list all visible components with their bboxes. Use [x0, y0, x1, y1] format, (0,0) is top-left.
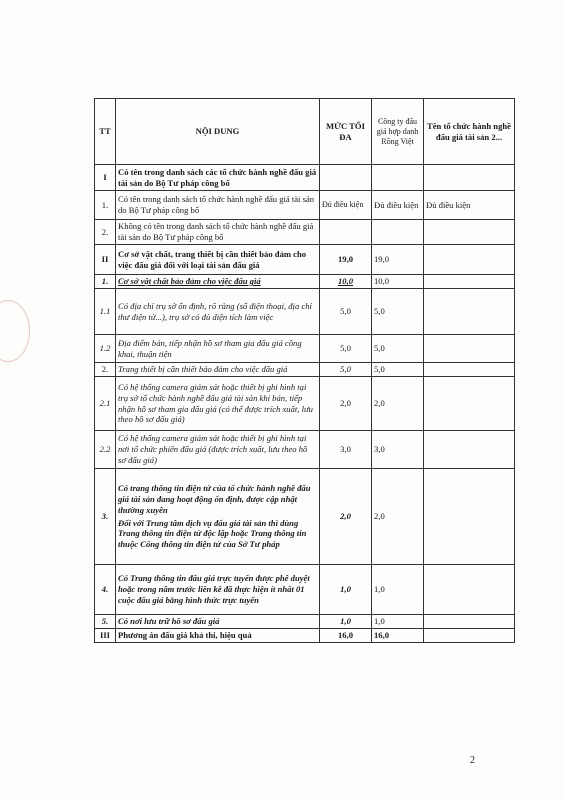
row-max: 5,0 [320, 363, 372, 377]
table-row [95, 275, 515, 289]
header-row [95, 99, 515, 165]
row-max: 5,0 [320, 335, 372, 363]
row-max: 1,0 [320, 615, 372, 629]
header-org2: Tên tổ chức hành nghề đấu giá tài sản 2... [424, 99, 515, 165]
row-tt: 5. [95, 615, 116, 629]
table-row [95, 191, 515, 220]
header-tt: TT [95, 99, 116, 165]
row-value-1 [372, 220, 424, 245]
row-content: Có địa chỉ trụ sở ổn định, rõ ràng (số điện thoại, địa chỉ thư điện tử...), trụ sở có đủ diện tích làm việc [116, 289, 320, 335]
row-content: Địa điểm bán, tiếp nhận hồ sơ tham gia đấu giá công khai, thuận tiện [116, 335, 320, 363]
row-content: Có tên trong danh sách tổ chức hành nghề đấu giá tài sản do Bộ Tư pháp công bố [116, 191, 320, 220]
table-row [95, 469, 515, 565]
header-content: NỘI DUNG [116, 99, 320, 165]
row-value-2 [424, 363, 515, 377]
row-content: Cơ sở vật chất bảo đảm cho việc đấu giá [116, 275, 320, 289]
row-content: Phương án đấu giá khả thi, hiệu quả [116, 629, 320, 643]
row-tt: 4. [95, 565, 116, 615]
row-tt: 1. [95, 191, 116, 220]
row-max: 16,0 [320, 629, 372, 643]
row-value-2 [424, 615, 515, 629]
row-value-1: 5,0 [372, 289, 424, 335]
row-content: Cơ sở vật chất, trang thiết bị cần thiết bảo đảm cho việc đấu giá đối với loại tài sản đấu giá [116, 245, 320, 275]
row-tt: 1.2 [95, 335, 116, 363]
stamp-mark [0, 300, 30, 362]
table-row [95, 245, 515, 275]
row-value-2 [424, 245, 515, 275]
row-max [320, 220, 372, 245]
row-value-1: 5,0 [372, 363, 424, 377]
row-value-2 [424, 565, 515, 615]
row-max: 10,0 [320, 275, 372, 289]
row-value-2 [424, 335, 515, 363]
row-tt: 2.2 [95, 431, 116, 469]
row-content: Trang thiết bị cần thiết bảo đảm cho việc đấu giá [116, 363, 320, 377]
row-tt: 3. [95, 469, 116, 565]
row-tt: III [95, 629, 116, 643]
row-max: 2,0 [320, 377, 372, 431]
row-content: Có nơi lưu trữ hồ sơ đấu giá [116, 615, 320, 629]
row-content-block [116, 469, 320, 565]
row-value-1: 16,0 [372, 629, 424, 643]
row-value-2: Đủ điều kiện [424, 191, 515, 220]
row-content: Có hệ thống camera giám sát hoặc thiết bị ghi hình tại nơi tổ chức phiên đấu giá (được trích xuất, lưu theo hồ sơ đấu giá) [116, 431, 320, 469]
row-max [320, 165, 372, 191]
table-row [95, 629, 515, 643]
table-row [95, 363, 515, 377]
row-value-2 [424, 165, 515, 191]
row-value-1: 5,0 [372, 335, 424, 363]
row-value-1: 1,0 [372, 565, 424, 615]
row-value-2 [424, 289, 515, 335]
header-company: Công ty đấu giá hợp danh Rồng Việt [372, 99, 424, 165]
row-value-2 [424, 275, 515, 289]
table-row [95, 431, 515, 469]
table-row [95, 289, 515, 335]
row-content: Có Trang thông tin đấu giá trực tuyến được phê duyệt hoặc trong năm trước liền kề đã thực hiện ít nhất 01 cuộc đấu giá bằng hình thức trực tuyến [116, 565, 320, 615]
row-tt: 2. [95, 363, 116, 377]
row-value-1: 2,0 [372, 377, 424, 431]
row-content: Có hệ thống camera giám sát hoặc thiết bị ghi hình tại trụ sở tổ chức hành nghề đấu giá tài sản khi bán, tiếp nhận hồ sơ tham gia đấu giá (có thể được trích xuất, lưu theo hồ sơ đấu giá) [116, 377, 320, 431]
row-max: 2,0 [320, 469, 372, 565]
row-value-1: 3,0 [372, 431, 424, 469]
row-value-2 [424, 377, 515, 431]
row-value-2 [424, 431, 515, 469]
table-row [95, 565, 515, 615]
row-max: 5,0 [320, 289, 372, 335]
table-row [95, 335, 515, 363]
row-tt: 1.1 [95, 289, 116, 335]
row-max: 3,0 [320, 431, 372, 469]
row-value-1: 2,0 [372, 469, 424, 565]
row-tt: II [95, 245, 116, 275]
row-content-note: Đối với Trung tâm dịch vụ đấu giá tài sản thì dùng Trang thông tin điện tử độc lập hoặc Trang thông tin thuộc Cổng thông tin điện tử của Sở Tư pháp [118, 517, 307, 549]
evaluation-table [94, 98, 515, 643]
row-value-2 [424, 469, 515, 565]
row-value-2 [424, 220, 515, 245]
row-max: 19,0 [320, 245, 372, 275]
row-content: Không có tên trong danh sách tổ chức hành nghề đấu giá tài sản do Bộ Tư pháp công bố [116, 220, 320, 245]
header-max: MỨC TỐI ĐA [320, 99, 372, 165]
row-content: Có trang thông tin điện tử của tổ chức hành nghề đấu giá tài sản đang hoạt động ổn định, được cập nhật thường xuyên [118, 483, 311, 515]
table-row [95, 165, 515, 191]
row-value-1: 10,0 [372, 275, 424, 289]
row-max: Đủ điều kiện [320, 191, 372, 220]
row-max: 1,0 [320, 565, 372, 615]
table-row [95, 615, 515, 629]
table-row [95, 220, 515, 245]
row-value-1 [372, 165, 424, 191]
row-value-1: Đủ điều kiện [372, 191, 424, 220]
page-number: 2 [470, 755, 475, 766]
row-value-2 [424, 629, 515, 643]
row-value-1: 19,0 [372, 245, 424, 275]
row-tt: I [95, 165, 116, 191]
row-tt: 1. [95, 275, 116, 289]
table-row [95, 377, 515, 431]
row-value-1: 1,0 [372, 615, 424, 629]
row-tt: 2.1 [95, 377, 116, 431]
row-tt: 2. [95, 220, 116, 245]
row-content: Có tên trong danh sách các tổ chức hành nghề đấu giá tài sản do Bộ Tư pháp công bố [116, 165, 320, 191]
